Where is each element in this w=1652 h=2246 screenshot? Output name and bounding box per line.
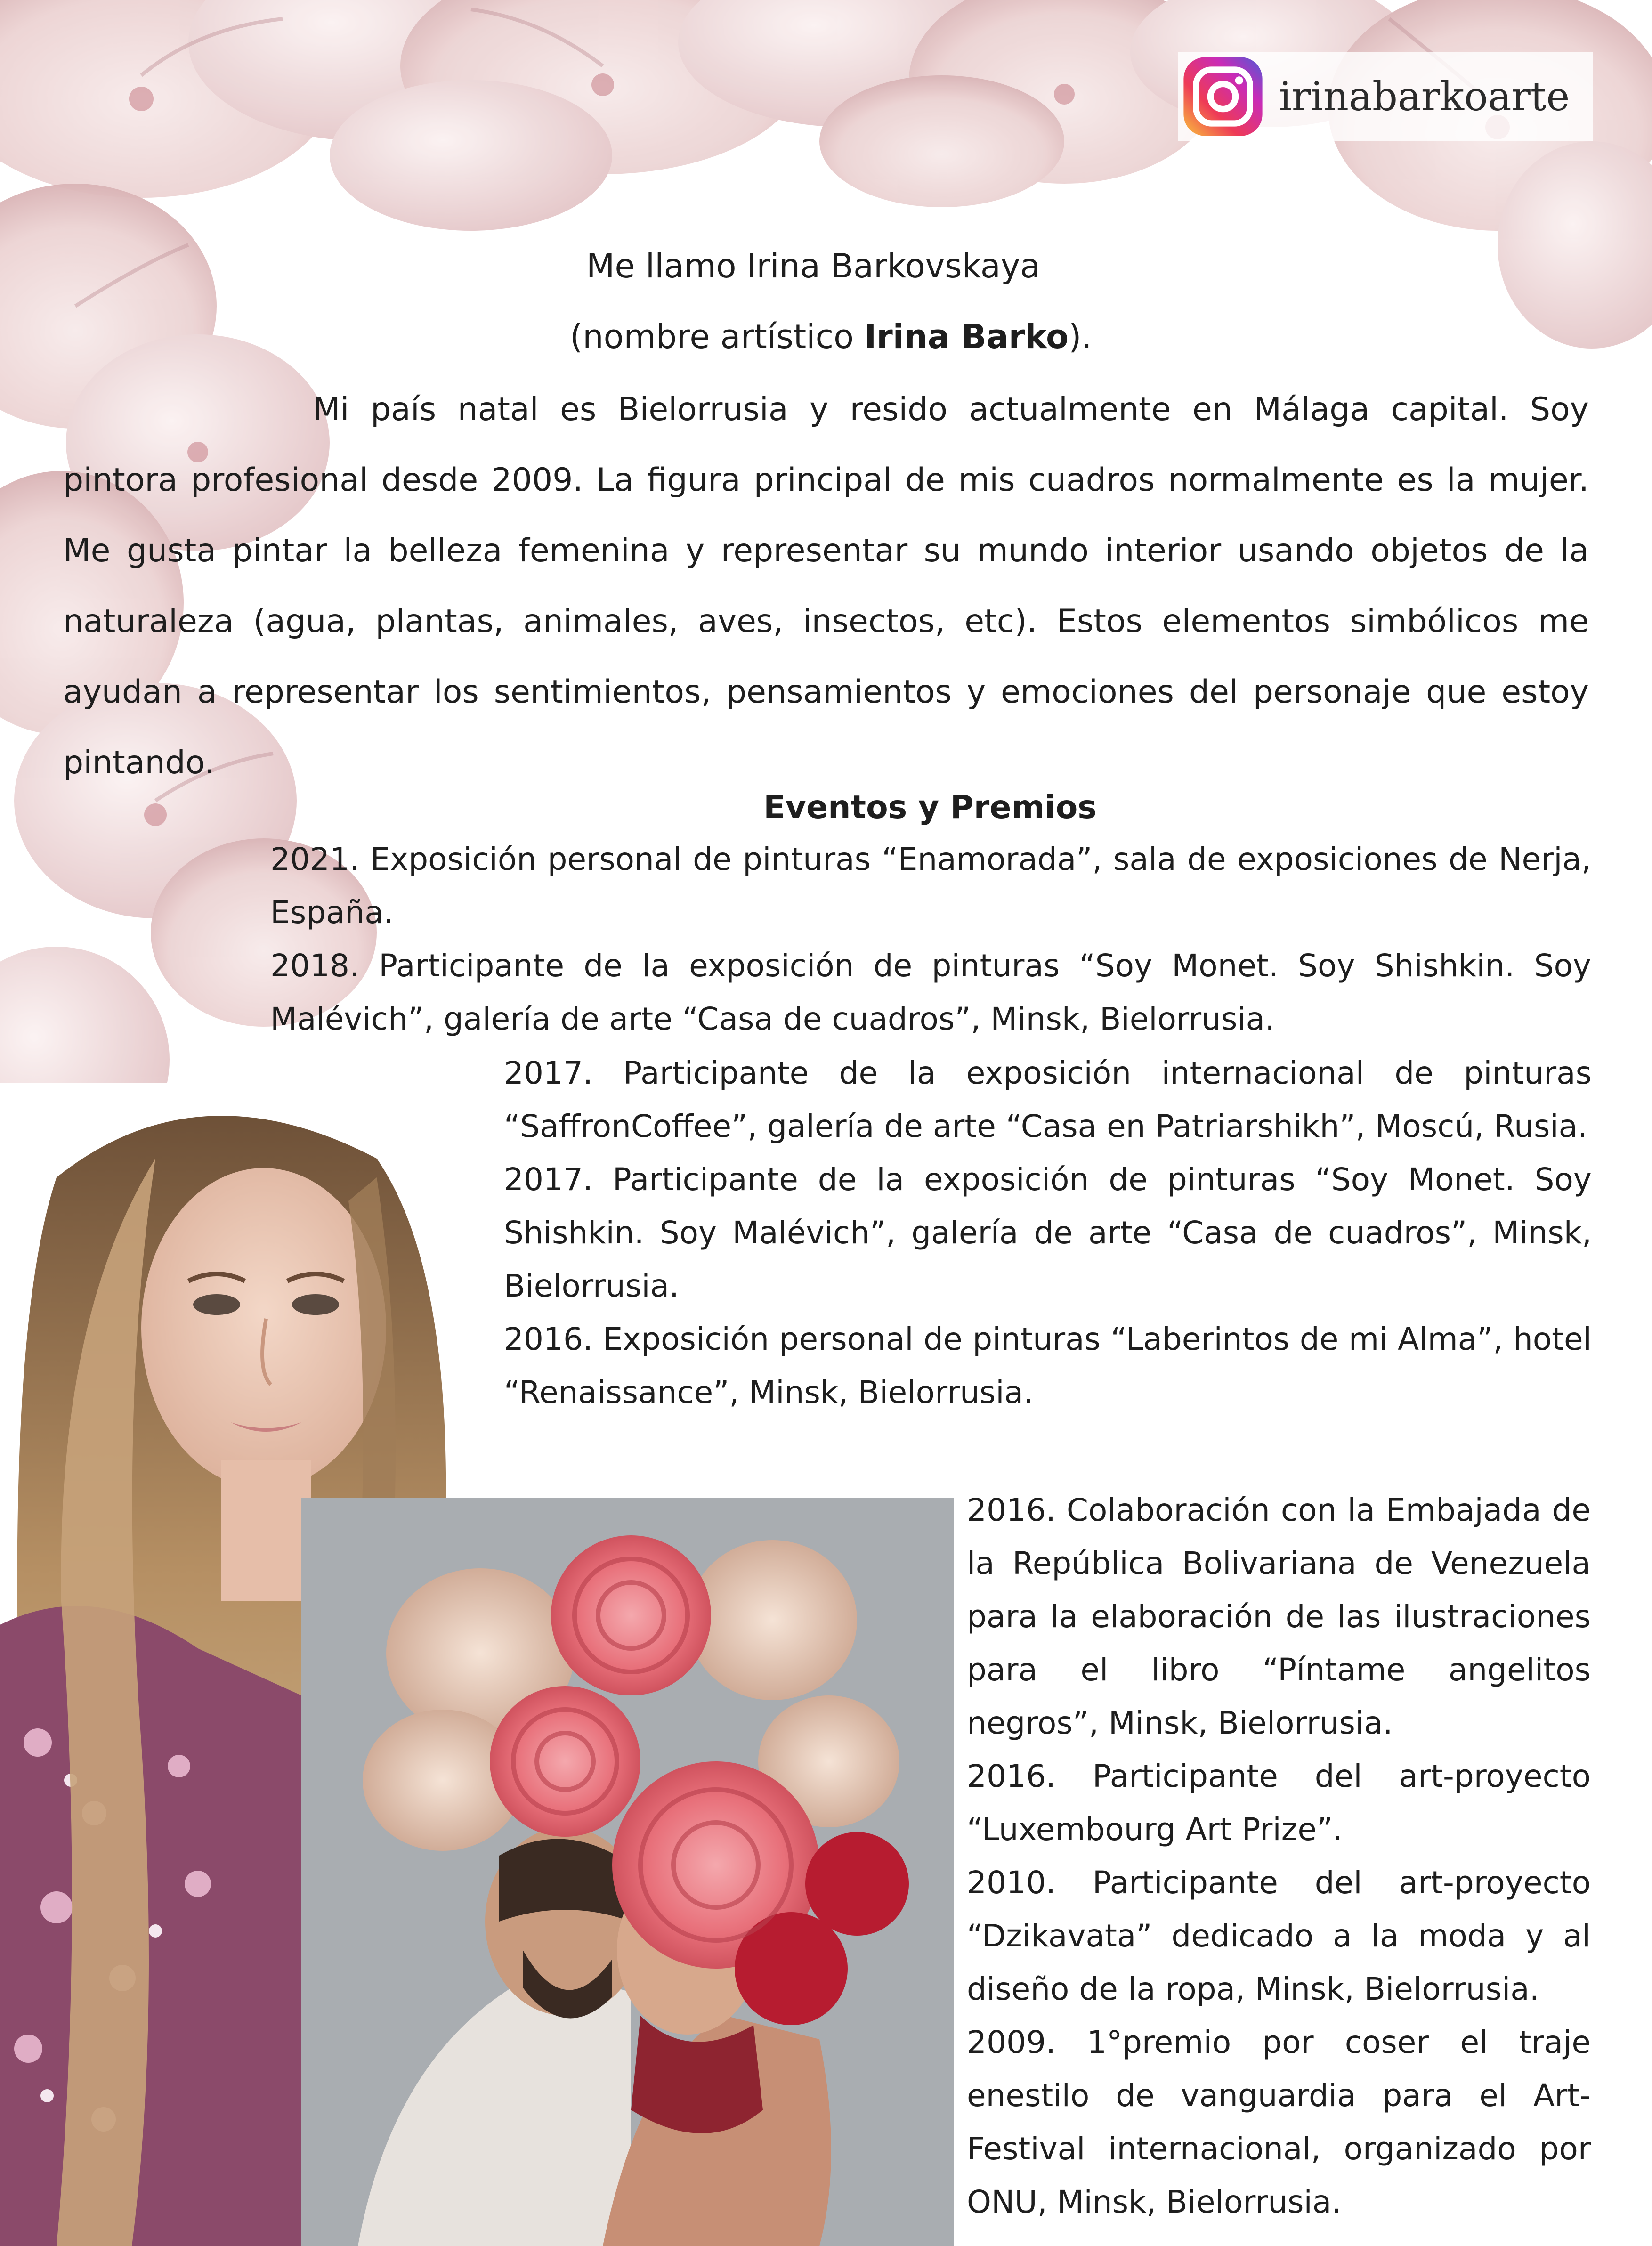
event-item: 2009. 1°premio por coser el traje enestilo de vanguardia para el Art-Festival internacional, organizado por ONU, Minsk, Bielorrusia. <box>967 2024 1591 2220</box>
event-item: 2016. Participante del art-proyecto “Luxembourg Art Prize”. <box>967 1758 1591 1848</box>
artistic-name-line <box>570 301 1092 372</box>
instagram-badge[interactable] <box>1178 52 1593 141</box>
events-title: Eventos y Premios <box>763 789 1097 826</box>
events-list-wide <box>270 833 1591 1046</box>
instagram-handle: irinabarkoarte <box>1279 73 1570 120</box>
events-list-medium <box>504 1046 1592 1419</box>
event-item: 2017. Participante de la exposición internacional de pinturas “SaffronCoffee”, galería de arte “Casa en Patriarshikh”, Moscú, Rusia. <box>504 1055 1592 1144</box>
event-item: 2016. Exposición personal de pinturas “Laberintos de mi Alma”, hotel “Renaissance”, Minsk, Bielorrusia. <box>504 1321 1592 1411</box>
intro-paragraph: Mi país natal es Bielorrusia y residо actualmente en Málaga capital. Soy pintora profesional desde 2009. La figura principal de mis cuadros normalmente es la mujer. Me gusta pintar la belleza femenina y representar su mundo interior usando objetos de la naturaleza (agua, plantas, animales, aves, insectos, etc). Estos elementos simbólicos me ayudan a representar los sentimientos, pensamientos y emociones del personaje que estoy pintando. <box>63 391 1589 781</box>
flower-head-painting <box>301 1498 954 2246</box>
event-item: 2016. Colaboración con la Embajada de la República Bolivariana de Venezuela para la elaboración de las ilustraciones para el libro “Píntame angelitos negros”, Minsk, Bielorrusia. <box>967 1492 1591 1741</box>
name-line: Me llamo Irina Barkovskaya <box>586 247 1041 285</box>
instagram-icon <box>1178 52 1268 141</box>
artistic-name: Irina Barko <box>864 317 1069 356</box>
event-item: 2010. Participante del art-proyecto “Dzikavata” dedicado a la moda y al diseño de la ropa, Minsk, Bielorrusia. <box>967 1865 1591 2007</box>
event-item: 2021. Exposición personal de pinturas “Enamorada”, sala de exposiciones de Nerja, España. <box>270 841 1591 931</box>
artistic-name-suffix: ). <box>1069 317 1092 356</box>
event-item: 2018. Participante de la exposición de pinturas “Soy Monet. Soy Shishkin. Soy Malévich”, galería de arte “Casa de cuadros”, Minsk, Bielorrusia. <box>270 948 1591 1037</box>
artistic-name-prefix: (nombre artístico <box>570 317 865 356</box>
event-item: 2017. Participante de la exposición de pinturas “Soy Monet. Soy Shishkin. Soy Malévich”, galería de arte “Casa de cuadros”, Minsk, Bielorrusia. <box>504 1161 1592 1304</box>
events-list-narrow <box>967 1484 1591 2229</box>
